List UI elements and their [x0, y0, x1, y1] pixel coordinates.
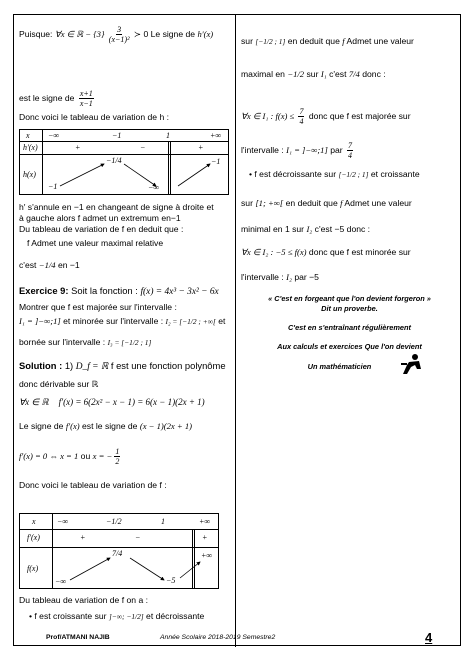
- fraction: $\frac{x+1}{x-1}$: [79, 89, 93, 108]
- table-h-x3: +∞: [210, 131, 222, 140]
- text-derivative: ∀x ∈ ℝ f′(x) = 6(2x² − x − 1) = 6(x − 1)(2x + 1): [19, 397, 205, 407]
- table-f-x1: −1/2: [106, 517, 122, 526]
- solution-line: Solution : 1) D_f = ℝ f est une fonction polynôme: [19, 360, 226, 372]
- text-tableau-f: Donc voici le tableau de variation de f :: [19, 480, 167, 490]
- table-h-f2: −∞: [148, 183, 160, 192]
- table-h-sign0: +: [75, 143, 81, 152]
- exercise-9-line: Exercice 9: Soit la fonction : f(x) = 4x³ − 3x² − 6x: [19, 285, 219, 297]
- table-h-sign1: −: [140, 143, 146, 152]
- table-h-func-label: h(x): [23, 170, 36, 179]
- r-line2: maximal en −1/2 sur I₁ c'est 7/4 donc :: [241, 69, 386, 79]
- text-roots: f′(x) = 0 ⇔ x = 1 ou x = − $\frac{1}{2}$: [19, 447, 120, 466]
- r-line9: l'intervalle : I₂ par −5: [241, 272, 319, 282]
- table-f-f2: −5: [166, 576, 176, 585]
- table-h-f0: −1: [48, 182, 58, 191]
- text-extremum: à gauche alors f admet un extremum en−1: [19, 213, 181, 223]
- table-h-f3: −1: [211, 157, 221, 166]
- text-derivable: donc dérivable sur ℝ: [19, 379, 99, 389]
- text-signe-fprime: Le signe de f′(x) est le signe de (x − 1)(2x + 1): [19, 421, 193, 431]
- table-h-deriv-label: h′(x): [23, 143, 38, 152]
- table-h-x1: −1: [112, 131, 122, 140]
- page-number: 4: [425, 630, 433, 645]
- text-intervals: I₁ = ]−∞;1] et minorée sur l'intervalle : I₂ = [−1/2 ; +∞[ et: [19, 316, 226, 326]
- table-f-func-label: f(x): [27, 564, 39, 573]
- text-cest: c'est −1/4 en −1: [19, 260, 80, 270]
- line-puisque: Puisque: ∀x ∈ ℝ − {3} $\frac{3}{\text{(x−1)²}}$ ≻ 0 Le signe de h′(x): [19, 25, 214, 44]
- table-f-x2: 1: [161, 517, 165, 526]
- page-frame: [13, 14, 461, 646]
- table-f-sign0: +: [80, 533, 86, 542]
- table-h-f1: −1/4: [106, 156, 122, 165]
- r-line1: sur [−1/2 ; 1] en deduit que f Admet une valeur: [241, 36, 414, 46]
- quote-line4: Aux calculs et exercices Que l'on devient: [277, 342, 422, 351]
- quote-line2: Dit un proverbe.: [321, 304, 378, 313]
- table-f-f1: 7/4: [112, 549, 123, 558]
- r-line7: minimal en 1 sur I₂ c'est −5 donc :: [241, 224, 371, 234]
- r-line3: ∀x ∈ I₁ : f(x) ≤ $\frac{7}{4}$ donc que f est majorée sur: [241, 107, 411, 126]
- exercise-title: Exercice 9:: [19, 285, 69, 296]
- table-h-x0: −∞: [48, 131, 60, 140]
- quote-line3: C'est en s'entraînant régulièrement: [287, 323, 412, 332]
- table-f-x3: +∞: [199, 517, 211, 526]
- footer-author: Prof/ATMANI NAJIB: [46, 634, 110, 641]
- text-admet: f Admet une valeur maximal relative: [27, 238, 164, 248]
- table-f-deriv-label: f′(x): [27, 533, 40, 542]
- r-line5: • f est décroissante sur [−1/2 ; 1] et croissante: [249, 169, 420, 179]
- quote-line1: « C'est en forgeant que l'on devient forgeron »: [268, 294, 431, 303]
- quote-line5: Un mathématicien: [307, 362, 372, 371]
- text-croissante: • f est croissante sur ]−∞; −1/2] et décroissante: [29, 611, 205, 621]
- text-bornee: bornée sur l'intervalle : I₃ = [−1/2 ; 1]: [19, 337, 152, 347]
- text-du-tableau: Du tableau de variation de f on a :: [19, 595, 148, 605]
- table-h-arrows: [20, 130, 230, 196]
- line-tableau-h: Donc voici le tableau de variation de h :: [19, 112, 170, 122]
- r-line8: ∀x ∈ I₂ : −5 ≤ f(x) donc que f est minorée sur: [241, 247, 411, 257]
- r-line4: l'intervalle : I₁ = ]−∞;1] par $\frac{7}{4}$: [241, 141, 353, 160]
- footer-year: Année Scolaire 2018-2019 Semestre2: [160, 634, 276, 641]
- mathematician-figure-icon: [401, 353, 423, 375]
- r-line6: sur [1; +∞[ en deduit que f Admet une valeur: [241, 198, 412, 208]
- table-f-x-label: x: [32, 517, 36, 526]
- variation-table-f: [19, 513, 219, 589]
- table-f-sign1: −: [135, 533, 141, 542]
- column-divider: [235, 15, 236, 647]
- solution-title: Solution :: [19, 360, 63, 371]
- table-h-x-label: x: [26, 131, 30, 140]
- table-f-arrows: [20, 514, 220, 590]
- table-f-f0: −∞: [55, 577, 67, 586]
- table-f-x0: −∞: [57, 517, 69, 526]
- variation-table-h: [19, 129, 229, 195]
- table-f-sign2: +: [202, 533, 208, 542]
- text-hprime: h′ s'annule en −1 en changeant de signe à droite et: [19, 202, 214, 212]
- table-h-sign2: +: [198, 143, 204, 152]
- line-signe: est le signe de $\frac{x+1}{x-1}$: [19, 89, 93, 108]
- text-montrer: Montrer que f est majorée sur l'intervalle :: [19, 302, 177, 312]
- table-h-x2: 1: [166, 131, 170, 140]
- table-f-f3: +∞: [201, 551, 213, 560]
- text-deduit: Du tableau de variation de f en deduit que :: [19, 224, 184, 234]
- fraction: $\frac{3}{\text{(x−1)²}}$: [108, 25, 130, 44]
